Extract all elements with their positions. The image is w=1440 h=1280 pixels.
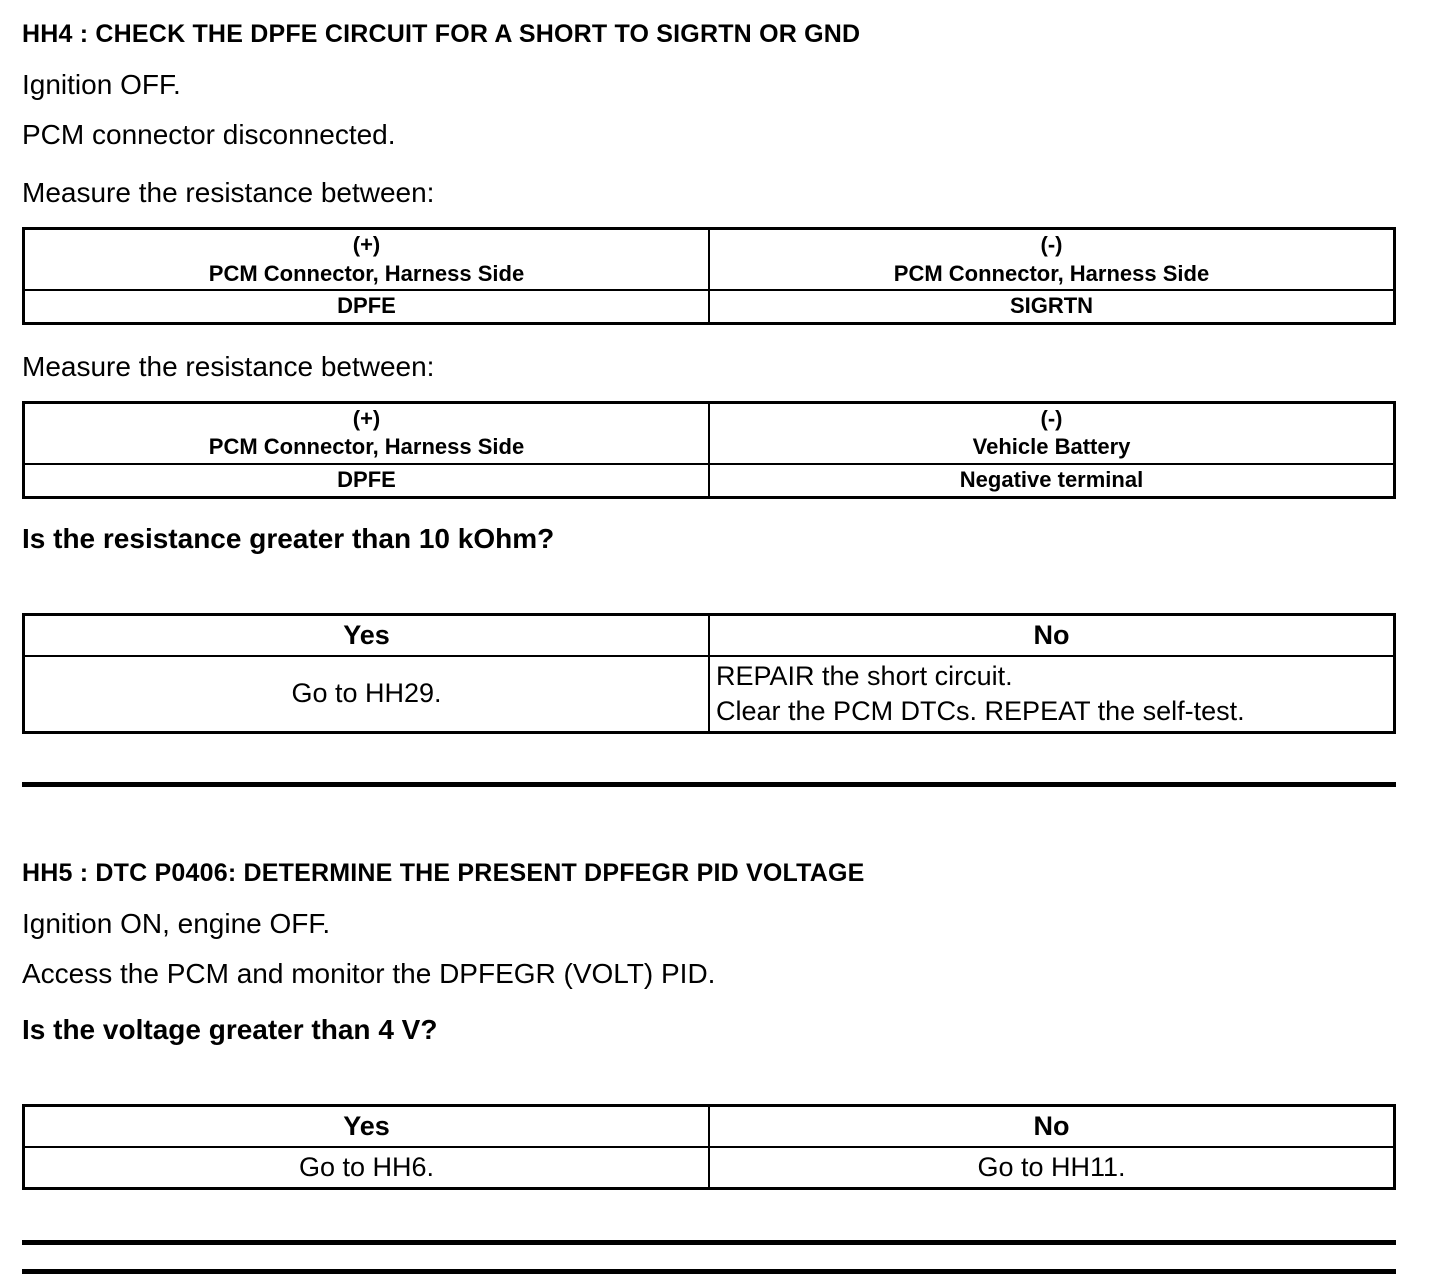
hh4-decision-table [22, 613, 1396, 734]
table1-plus-value: DPFE [24, 290, 710, 323]
hh5-no-action: Go to HH11. [709, 1147, 1395, 1189]
section-gap [22, 787, 1396, 853]
section-divider-bottom [22, 1240, 1396, 1245]
page-bottom-rules [22, 1240, 1396, 1274]
hh4-measurement-table-2 [22, 401, 1396, 499]
hh5-yes-header: Yes [24, 1105, 710, 1147]
hh4-pcm-disconnected-line: PCM connector disconnected. [22, 119, 396, 150]
table2-plus-header: PCM Connector, Harness Side [208, 434, 525, 460]
hh4-measurement-table-1 [22, 227, 1396, 325]
table2-minus-sign: (-) [1040, 405, 1063, 431]
hh5-no-header: No [709, 1105, 1395, 1147]
hh5-question: Is the voltage greater than 4 V? [22, 1013, 438, 1045]
table1-minus-value: SIGRTN [709, 290, 1395, 323]
hh4-measure2-label: Measure the resistance between: [22, 350, 435, 382]
section-hh4-heading: HH4 : CHECK THE DPFE CIRCUIT FOR A SHORT TO SIGRTN OR GND [22, 20, 861, 48]
table1-plus-sign: (+) [352, 232, 381, 257]
hh4-no-action-line2: Clear the PCM DTCs. REPEAT the self-test. [716, 695, 1245, 726]
table2-minus-header-cell [709, 402, 1395, 464]
hh4-no-header: No [709, 614, 1395, 656]
table2-plus-value: DPFE [24, 464, 710, 497]
table2-plus-header-cell [24, 402, 710, 464]
page-bottom-rule [22, 1269, 1396, 1274]
hh5-access-pcm-line: Access the PCM and monitor the DPFEGR (VOLT) PID. [22, 957, 716, 989]
table1-plus-header: PCM Connector, Harness Side [208, 260, 525, 286]
hh4-question: Is the resistance greater than 10 kOhm? [22, 522, 555, 554]
hh5-decision-table [22, 1104, 1396, 1190]
table2-minus-value: Negative terminal [709, 464, 1395, 497]
hh4-yes-header: Yes [24, 614, 710, 656]
hh4-ignition-line: Ignition OFF. [22, 69, 181, 100]
hh5-ignition-line: Ignition ON, engine OFF. [22, 907, 331, 939]
hh4-no-action-line1: REPAIR the short circuit. [716, 660, 1013, 691]
table1-minus-header-cell [709, 229, 1395, 291]
table1-minus-header: PCM Connector, Harness Side [893, 260, 1210, 286]
table1-plus-header-cell [24, 229, 710, 291]
hh4-yes-action: Go to HH29. [24, 656, 710, 733]
hh4-measure1-label: Measure the resistance between: [22, 177, 435, 208]
table2-minus-header: Vehicle Battery [972, 434, 1131, 460]
hh5-yes-action: Go to HH6. [24, 1147, 710, 1189]
table2-plus-sign: (+) [352, 405, 381, 431]
section-hh5-heading: HH5 : DTC P0406: DETERMINE THE PRESENT DPFEGR PID VOLTAGE [22, 858, 865, 887]
table1-minus-sign: (-) [1040, 232, 1063, 257]
hh4-no-action [709, 656, 1395, 733]
